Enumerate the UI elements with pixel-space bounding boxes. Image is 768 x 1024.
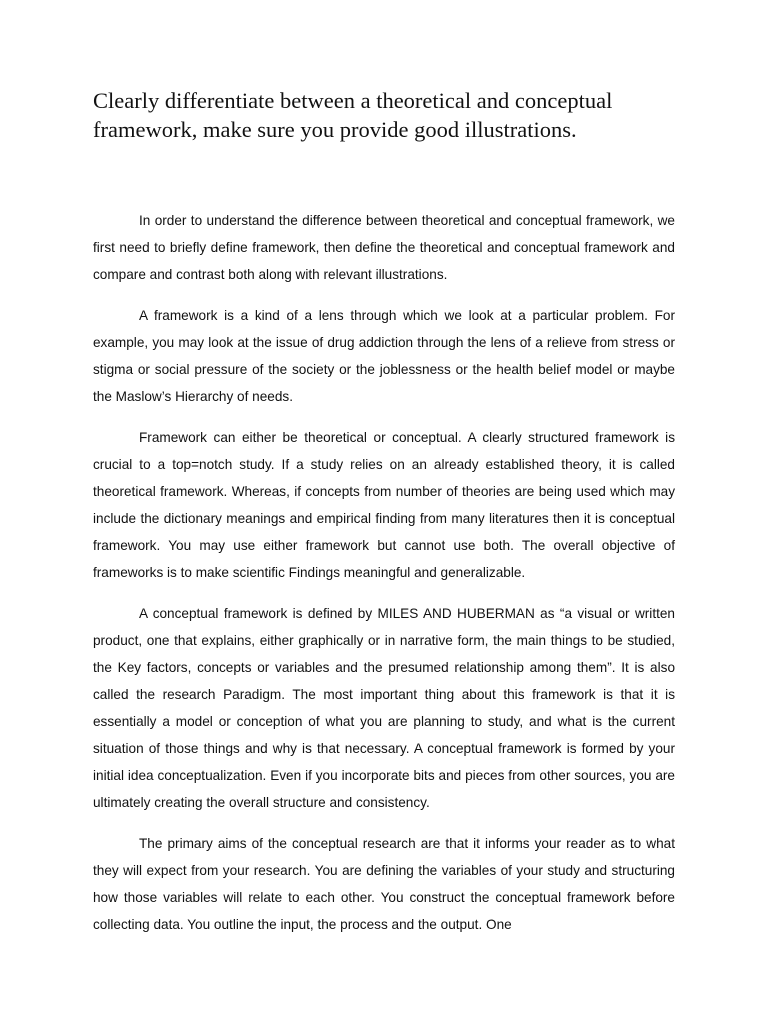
paragraph-intro: In order to understand the difference between theoretical and conceptual framework, we first need to briefly define framework, then define the theoretical and conceptual framework and compare and contrast both along with relevant illustrations. [93,213,675,282]
paragraph-conceptual-framework: A conceptual framework is defined by MILES AND HUBERMAN as “a visual or written product, one that explains, either graphically or in narrative form, the main things to be studied, the Key factors, concepts or variables and the presumed relationship among them”. It is also called the research Paradigm. The most important thing about this framework is that it is essentially a model or conception of what you are planning to study, and what is the current situation of those things and why is that necessary. A conceptual framework is formed by your initial idea conceptualization. Even if you incorporate bits and pieces from other sources, you are ultimately creating the overall structure and consistency. [93,606,675,810]
document-title: Clearly differentiate between a theoretical and conceptual framework, make sure you provide good illustrations. [93,88,613,142]
paragraph-framework-types: Framework can either be theoretical or conceptual. A clearly structured framework is crucial to a top=notch study. If a study relies on an already established theory, it is called theoretical framework. Whereas, if concepts from number of theories are being used which may include the dictionary meanings and empirical finding from many literatures then it is conceptual framework. You may use either framework but cannot use both. The overall objective of frameworks is to make scientific Findings meaningful and generalizable. [93,430,675,580]
paragraph-framework-definition: A framework is a kind of a lens through which we look at a particular problem. For example, you may look at the issue of drug addiction through the lens of a relieve from stress or stigma or social pressure of the society or the joblessness or the health belief model or maybe the Maslow’s Hierarchy of needs. [93,308,675,404]
paragraph-conceptual-aims: The primary aims of the conceptual research are that it informs your reader as to what they will expect from your research. You are defining the variables of your study and structuring how those variables will relate to each other. You construct the conceptual framework before collecting data. You outline the input, the process and the output. One [93,836,675,932]
document-body [93,207,675,952]
